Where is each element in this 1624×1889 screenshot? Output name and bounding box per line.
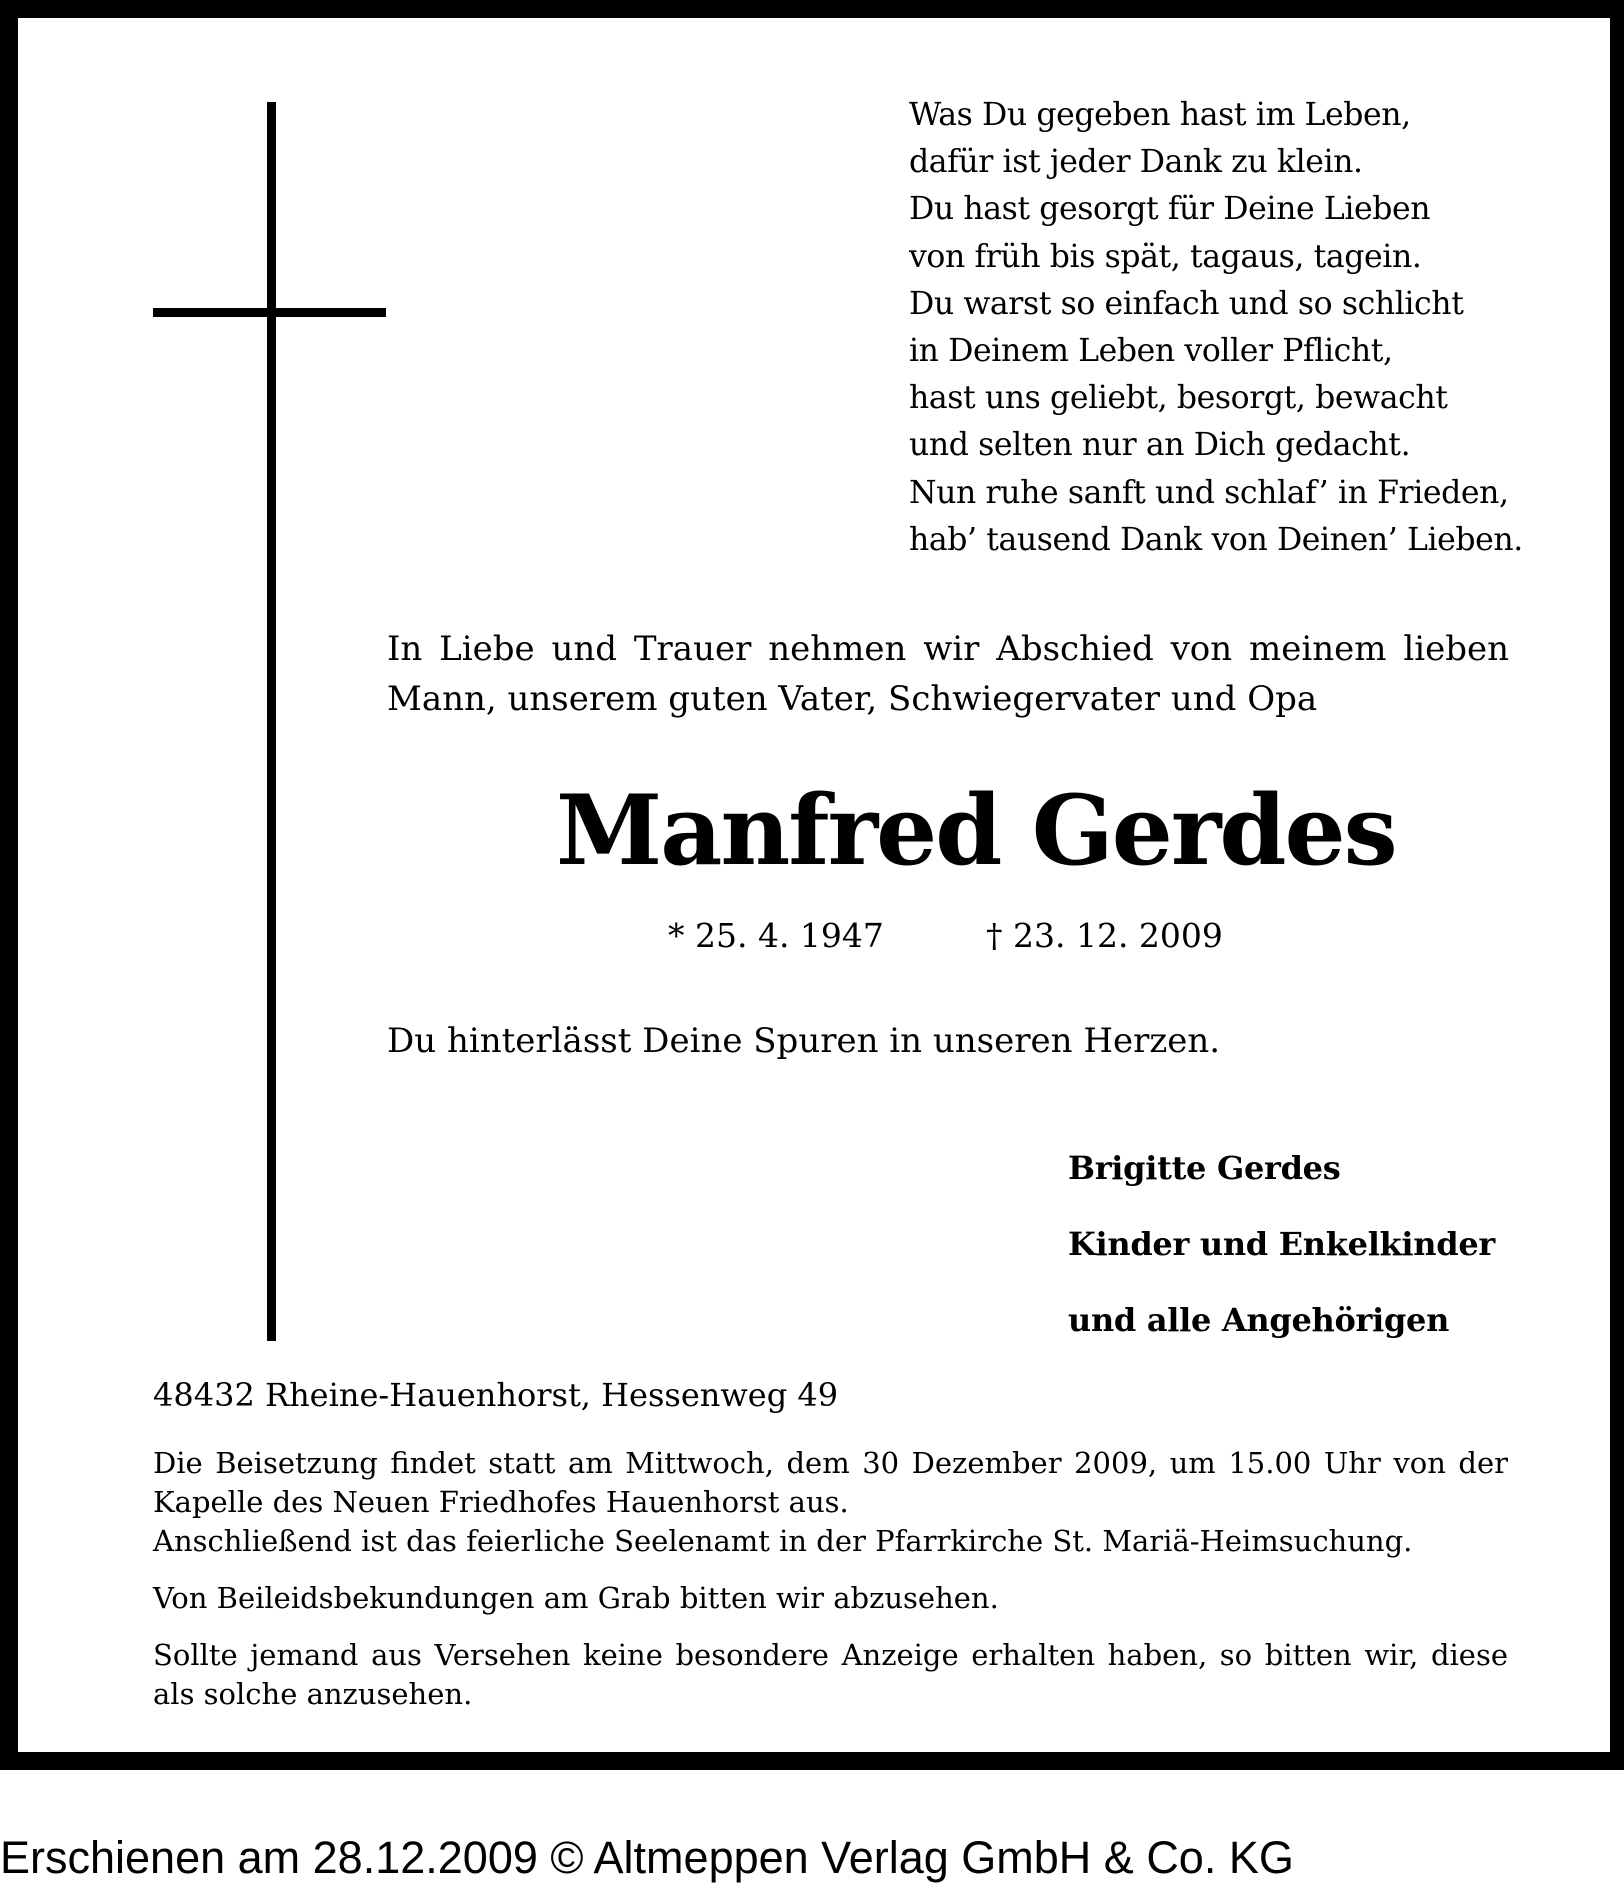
mourner: und alle Angehörigen: [1068, 1301, 1450, 1339]
poem-line: hast uns geliebt, besorgt, bewacht: [909, 380, 1448, 417]
farewell-intro: [387, 624, 1509, 724]
publication-credit: Erschienen am 28.12.2009 © Altmeppen Verlag GmbH & Co. KG: [0, 1832, 1294, 1883]
funeral-info-line: Kapelle des Neuen Friedhofes Hauenhorst aus.: [153, 1485, 849, 1519]
missing-notice-line: Sollte jemand aus Versehen keine besondere Anzeige erhalten haben, so bitten wir, diese: [153, 1638, 1508, 1672]
poem-line: Du warst so einfach und so schlicht: [909, 285, 1464, 322]
mourner: Kinder und Enkelkinder: [1068, 1225, 1495, 1263]
poem-line: Was Du gegeben hast im Leben,: [909, 97, 1411, 133]
farewell-intro-line: Mann, unserem guten Vater, Schwiegervater und Opa: [387, 679, 1318, 719]
funeral-notes: [153, 1444, 1508, 1732]
poem-line: Nun ruhe sanft und schlaf’ in Frieden,: [909, 474, 1509, 511]
missing-notice-line: als solche anzusehen.: [153, 1677, 473, 1711]
cross-icon-horizontal-bar: [153, 308, 386, 317]
poem-line: und selten nur an Dich gedacht.: [909, 427, 1411, 464]
mourners-list: [1068, 1130, 1495, 1358]
poem-line: hab’ tausend Dank von Deinen’ Lieben.: [909, 521, 1523, 558]
farewell-intro-line: In Liebe und Trauer nehmen wir Abschied von meinem lieben: [387, 629, 1509, 669]
cross-icon-vertical-bar: [267, 102, 276, 1341]
deceased-name: Manfred Gerdes: [556, 774, 1396, 887]
poem-line: dafür ist jeder Dank zu klein.: [909, 144, 1363, 181]
birth-date: * 25. 4. 1947: [668, 916, 884, 955]
death-date: † 23. 12. 2009: [986, 916, 1223, 955]
condolence-note: Von Beileidsbekundungen am Grab bitten wir abzusehen.: [153, 1581, 999, 1615]
poem-line: Du hast gesorgt für Deine Lieben: [909, 191, 1431, 228]
family-address: 48432 Rheine-Hauenhorst, Hessenweg 49: [153, 1376, 839, 1414]
motto: Du hinterlässt Deine Spuren in unseren Herzen.: [387, 1021, 1221, 1061]
missing-notice-note: [153, 1636, 1508, 1714]
funeral-info-line: Anschließend ist das feierliche Seelenamt in der Pfarrkirche St. Mariä-Heimsuchung.: [153, 1524, 1413, 1558]
poem: [909, 92, 1569, 564]
poem-line: von früh bis spät, tagaus, tagein.: [909, 238, 1422, 275]
poem-line: in Deinem Leben voller Pflicht,: [909, 333, 1393, 370]
funeral-info: [153, 1444, 1508, 1561]
funeral-info-line: Die Beisetzung findet statt am Mittwoch, dem 30 Dezember 2009, um 15.00 Uhr von der: [153, 1446, 1508, 1480]
mourner: Brigitte Gerdes: [1068, 1149, 1341, 1187]
